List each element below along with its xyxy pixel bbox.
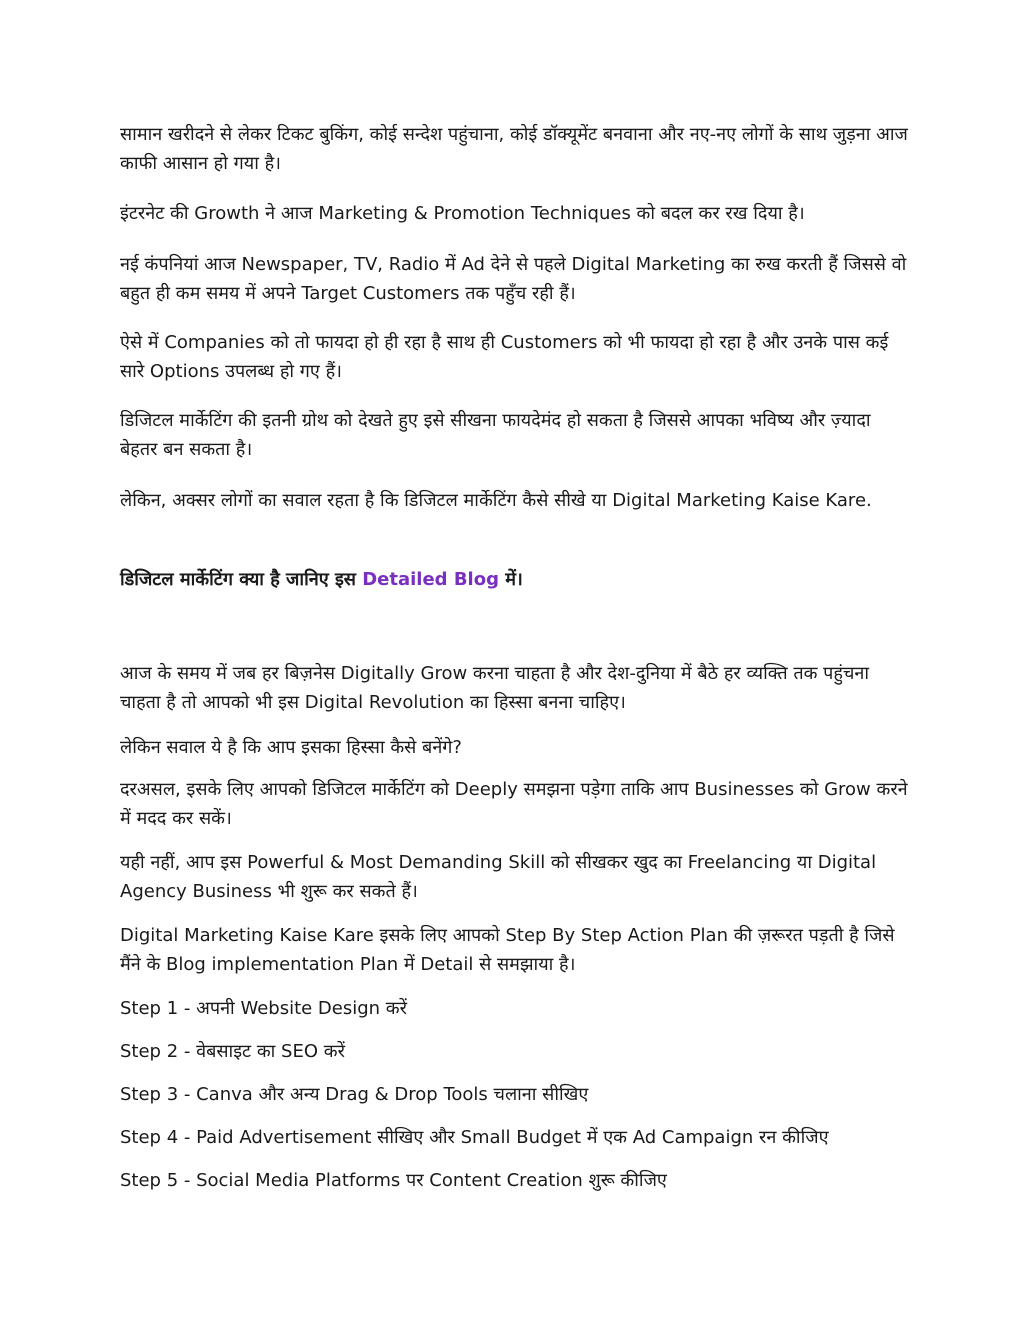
blog-heading	[120, 565, 910, 594]
detailed-blog-link[interactable]: Detailed Blog	[362, 569, 499, 590]
heading-prefix: डिजिटल मार्केटिंग क्या है जानिए इस	[120, 569, 363, 590]
benefits-paragraph: ऐसे में Companies को तो फायदा हो ही रहा है साथ ही Customers को भी फायदा हो रहा है और उनके पास कई सारे Options उपलब्ध हो गए हैं।	[120, 332, 889, 382]
step-item: Step 5 - Social Media Platforms पर Content Creation शुरू कीजिए	[120, 1170, 667, 1191]
deeply-paragraph: दरअसल, इसके लिए आपको डिजिटल मार्केटिंग को Deeply समझना पड़ेगा ताकि आप Businesses को Grow करने में मदद कर सकें।	[120, 779, 908, 829]
how-question-paragraph: लेकिन सवाल ये है कि आप इसका हिस्सा कैसे बनेंगे?	[120, 737, 462, 758]
step-item: Step 4 - Paid Advertisement सीखिए और Small Budget में एक Ad Campaign रन कीजिए	[120, 1127, 829, 1148]
future-paragraph: डिजिटल मार्केटिंग की इतनी ग्रोथ को देखते हुए इसे सीखना फायदेमंद हो सकता है जिससे आपका भविष्य और ज़्यादा बेहतर बन सकता है।	[120, 410, 871, 460]
freelancing-paragraph: यही नहीं, आप इस Powerful & Most Demanding Skill को सीखकर खुद का Freelancing या Digital Agency Business भी शुरू कर सकते हैं।	[120, 852, 877, 902]
action-plan-paragraph: Digital Marketing Kaise Kare इसके लिए आपको Step By Step Action Plan की ज़रूरत पड़ती है जिसे मैंने के Blog implementation Plan में Detail से समझाया है।	[120, 925, 895, 975]
growth-paragraph: इंटरनेट की Growth ने आज Marketing & Promotion Techniques को बदल कर रख दिया है।	[120, 203, 805, 224]
intro-paragraph: सामान खरीदने से लेकर टिकट बुकिंग, कोई सन्देश पहुंचाना, कोई डॉक्यूमेंट बनवाना और नए-नए लोगों के साथ जुड़ना आज काफी आसान हो गया है।	[120, 124, 908, 174]
heading-suffix: में।	[498, 569, 523, 590]
step-item: Step 1 - अपनी Website Design करें	[120, 998, 407, 1019]
step-item: Step 3 - Canva और अन्य Drag & Drop Tools चलाना सीखिए	[120, 1084, 589, 1105]
digital-grow-paragraph: आज के समय में जब हर बिज़नेस Digitally Grow करना चाहता है और देश-दुनिया में बैठे हर व्यक्ति तक पहुंचना चाहता है तो आपको भी इस Digital Revolution का हिस्सा बनना चाहिए।	[120, 663, 870, 713]
question-paragraph: लेकिन, अक्सर लोगों का सवाल रहता है कि डिजिटल मार्केटिंग कैसे सीखे या Digital Marketing Kaise Kare.	[120, 490, 872, 511]
companies-paragraph: नई कंपनियां आज Newspaper, TV, Radio में Ad देने से पहले Digital Marketing का रुख करती हैं जिससे वो बहुत ही कम समय में अपने Target Customers तक पहुँच रही हैं।	[120, 254, 907, 304]
step-item: Step 2 - वेबसाइट का SEO करें	[120, 1041, 345, 1062]
